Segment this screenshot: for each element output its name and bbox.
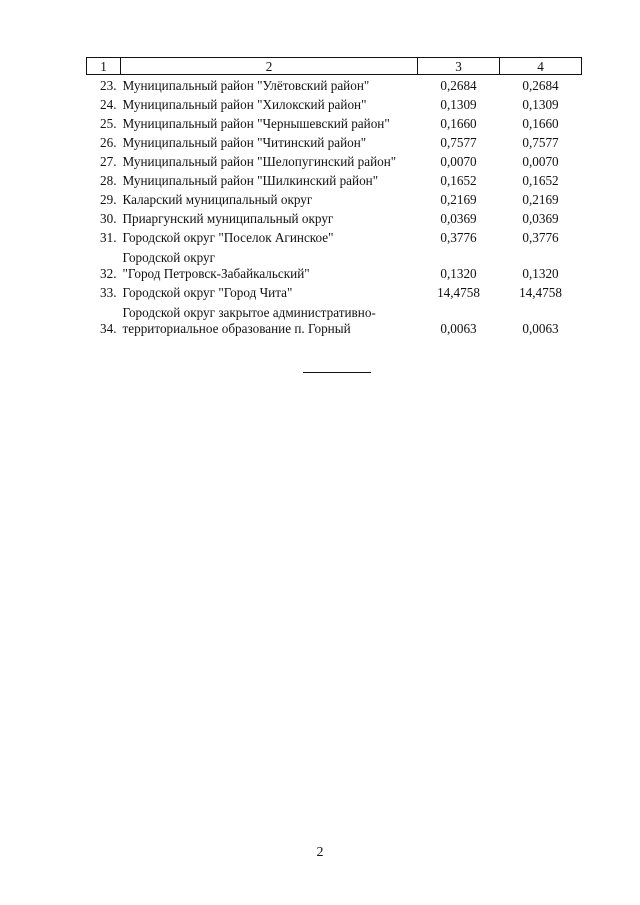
value-col-4: 0,0369 xyxy=(522,211,559,226)
value-col-4: 0,7577 xyxy=(522,135,559,150)
row-number: 30. xyxy=(100,211,117,226)
municipality-name xyxy=(121,189,418,208)
value-col-4: 0,0070 xyxy=(522,154,559,169)
municipality-name xyxy=(121,151,418,170)
value-col-3: 0,1320 xyxy=(440,266,477,281)
table-row xyxy=(87,94,582,113)
table-row xyxy=(87,151,582,170)
value-col-3: 0,0063 xyxy=(440,321,477,336)
value-col-4: 0,0063 xyxy=(522,321,559,336)
table-row xyxy=(87,113,582,132)
value-col-4: 0,2684 xyxy=(522,78,559,93)
value-col-4: 0,1660 xyxy=(522,116,559,131)
table-row xyxy=(87,75,582,95)
value-col-3: 0,0070 xyxy=(440,154,477,169)
municipality-name xyxy=(121,246,418,282)
page-number: 2 xyxy=(316,845,324,860)
header-col-3: 3 xyxy=(418,58,500,75)
name-line: "Город Петровск-Забайкальский" xyxy=(122,266,310,281)
value-col-4: 0,1652 xyxy=(522,173,559,188)
table-row xyxy=(87,227,582,246)
name-line: территориальное образование п. Горный xyxy=(122,321,351,336)
name-line: Муниципальный район "Чернышевский район" xyxy=(122,116,390,131)
table-row xyxy=(87,208,582,227)
table-header xyxy=(87,58,582,75)
municipality-name xyxy=(121,113,418,132)
value-col-4: 14,4758 xyxy=(519,285,562,300)
header-col-1: 1 xyxy=(87,58,121,75)
table-row xyxy=(87,246,582,282)
municipality-name xyxy=(121,94,418,113)
value-col-3: 0,2684 xyxy=(440,78,477,93)
header-col-4: 4 xyxy=(500,58,582,75)
row-number: 28. xyxy=(100,173,117,188)
value-col-3: 0,1652 xyxy=(440,173,477,188)
row-number: 24. xyxy=(100,97,117,112)
name-line: Каларский муниципальный округ xyxy=(122,192,313,207)
row-number: 33. xyxy=(100,285,117,300)
value-col-3: 0,2169 xyxy=(440,192,477,207)
end-rule xyxy=(303,372,371,373)
value-col-4: 0,3776 xyxy=(522,230,559,245)
row-number: 34. xyxy=(100,321,117,336)
name-line: Городской округ xyxy=(122,250,216,265)
value-col-4: 0,2169 xyxy=(522,192,559,207)
name-line: Городской округ "Город Чита" xyxy=(122,285,293,300)
value-col-3: 0,1660 xyxy=(440,116,477,131)
table-row xyxy=(87,132,582,151)
name-line: Городской округ "Поселок Агинское" xyxy=(122,230,334,245)
row-number: 31. xyxy=(100,230,117,245)
municipality-name xyxy=(121,132,418,151)
value-col-3: 0,0369 xyxy=(440,211,477,226)
value-col-4: 0,1309 xyxy=(522,97,559,112)
row-number: 26. xyxy=(100,135,117,150)
value-col-3: 14,4758 xyxy=(437,285,480,300)
value-col-3: 0,1309 xyxy=(440,97,477,112)
name-line: Муниципальный район "Шилкинский район" xyxy=(122,173,379,188)
value-col-4: 0,1320 xyxy=(522,266,559,281)
header-row xyxy=(87,58,582,75)
row-number: 23. xyxy=(100,78,117,93)
table-row xyxy=(87,282,582,301)
data-table xyxy=(86,57,582,337)
municipality-name xyxy=(121,75,418,95)
table-row xyxy=(87,189,582,208)
value-col-3: 0,7577 xyxy=(440,135,477,150)
municipality-name xyxy=(121,301,418,337)
header-col-2: 2 xyxy=(121,58,418,75)
value-col-3: 0,3776 xyxy=(440,230,477,245)
municipality-name xyxy=(121,282,418,301)
row-number: 32. xyxy=(100,266,117,281)
name-line: Муниципальный район "Шелопугинский район" xyxy=(122,154,397,169)
municipality-name xyxy=(121,227,418,246)
municipality-name xyxy=(121,170,418,189)
row-number: 29. xyxy=(100,192,117,207)
municipality-name xyxy=(121,208,418,227)
table-row xyxy=(87,170,582,189)
row-number: 27. xyxy=(100,154,117,169)
name-line: Городской округ закрытое административно- xyxy=(122,305,376,320)
name-line: Муниципальный район "Хилокский район" xyxy=(122,97,367,112)
name-line: Муниципальный район "Улётовский район" xyxy=(122,78,370,93)
table-body xyxy=(87,75,582,338)
name-line: Муниципальный район "Читинский район" xyxy=(122,135,367,150)
row-number: 25. xyxy=(100,116,117,131)
name-line: Приаргунский муниципальный округ xyxy=(122,211,334,226)
table-row xyxy=(87,301,582,337)
